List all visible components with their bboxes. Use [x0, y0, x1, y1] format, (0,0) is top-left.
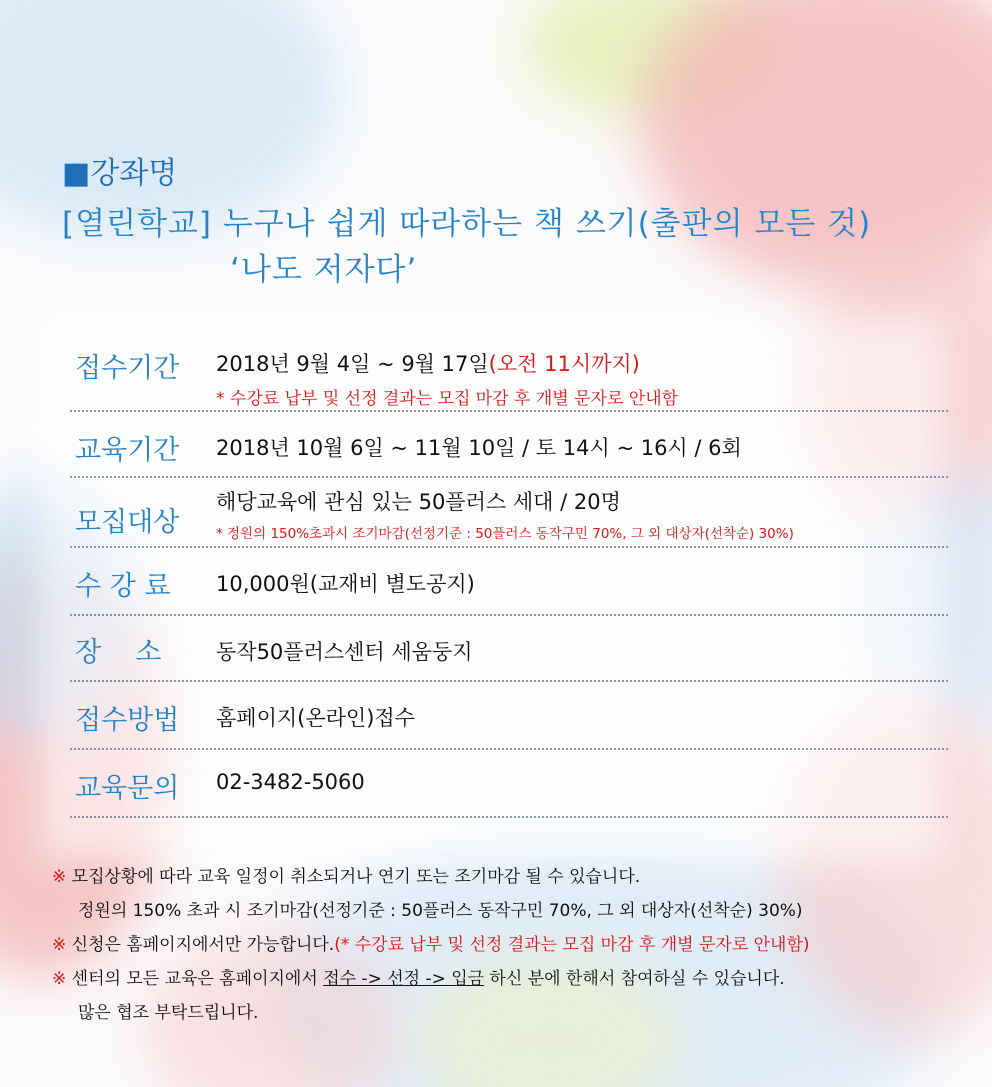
reception-deadline: (오전 11시까지) — [488, 352, 640, 376]
place-label: 장 소 — [75, 637, 162, 668]
target-note: * 정원의 150%초과시 조기마감(선정기준 : 50플러스 동작구민 70%, 그 외 대상자(선착순) 30%) — [216, 526, 794, 542]
period-label: 교육기간 — [75, 435, 180, 466]
notice-mark: ※ — [52, 867, 67, 887]
notice-1-line-2: 정원의 150% 초과 시 조기마감(선정기준 : 50플러스 동작구민 70%, 그 외 대상자(선착순) 30%) — [78, 901, 803, 921]
period-value: 2018년 10월 6일 ~ 11월 10일 / 토 14시 ~ 16시 / 6회 — [216, 436, 742, 460]
notice-1-line-1: ※ 모집상황에 따라 교육 일정이 취소되거나 연기 또는 조기마감 될 수 있습니다. — [52, 867, 641, 887]
fee-value: 10,000원(교재비 별도공지) — [216, 572, 475, 596]
notice-2-highlight: (* 수강료 납부 및 선정 결과는 모집 마감 후 개별 문자로 안내함) — [334, 935, 810, 955]
target-label: 모집대상 — [75, 507, 180, 538]
target-value: 해당교육에 관심 있는 50플러스 세대 / 20명 — [216, 490, 621, 514]
contact-label: 교육문의 — [75, 773, 180, 804]
method-value: 홈페이지(온라인)접수 — [216, 706, 415, 730]
row-period — [70, 412, 948, 478]
row-place — [70, 616, 948, 682]
notice-2: ※ 신청은 홈페이지에서만 가능합니다.(* 수강료 납부 및 선정 결과는 모집 마감 후 개별 문자로 안내함) — [52, 935, 810, 955]
method-label: 접수방법 — [75, 705, 180, 736]
row-reception — [70, 336, 948, 412]
notice-3-line-2: 많은 협조 부탁드립니다. — [78, 1003, 259, 1023]
reception-value — [216, 348, 640, 378]
notice-3-line-1: ※ 센터의 모든 교육은 홈페이지에서 접수 -> 선정 -> 입금 하신 분에 한해서 참여하실 수 있습니다. — [52, 969, 785, 989]
row-contact — [70, 750, 948, 818]
course-subtitle: ‘나도 저자다’ — [230, 252, 418, 288]
notice-mark: ※ — [52, 969, 67, 989]
row-fee — [70, 548, 948, 616]
fee-label: 수 강 료 — [75, 571, 171, 602]
place-value: 동작50플러스센터 세움둥지 — [216, 640, 473, 664]
course-title: [열린학교] 누구나 쉽게 따라하는 책 쓰기(출판의 모든 것) — [62, 206, 872, 242]
reception-dates: 2018년 9월 4일 ~ 9월 17일 — [216, 352, 489, 376]
contact-value: 02-3482-5060 — [216, 770, 365, 794]
row-target — [70, 478, 948, 548]
notice-mark: ※ — [52, 935, 67, 955]
notice-3-process: 접수 -> 선정 -> 입금 — [323, 969, 485, 989]
row-method — [70, 682, 948, 750]
reception-label: 접수기간 — [75, 353, 180, 384]
reception-note: * 수강료 납부 및 선정 결과는 모집 마감 후 개별 문자로 안내함 — [216, 389, 679, 409]
course-label: ■강좌명 — [62, 156, 178, 191]
